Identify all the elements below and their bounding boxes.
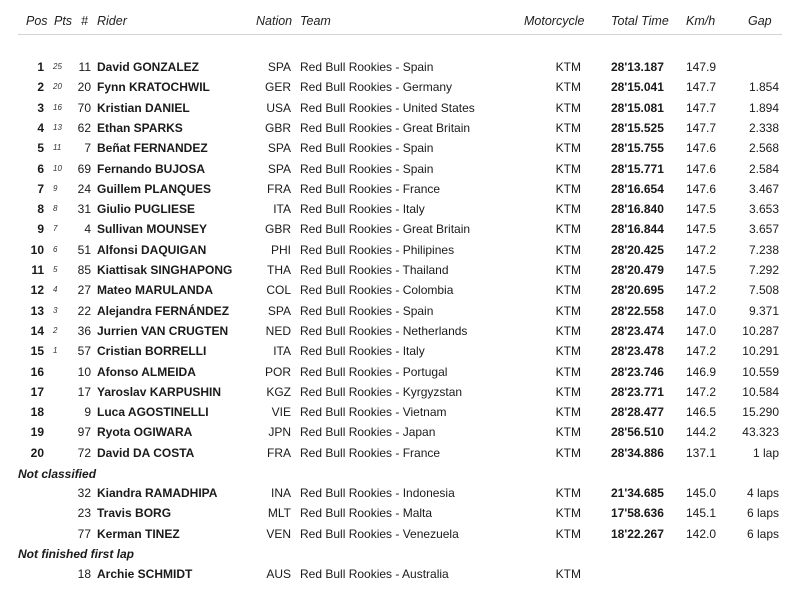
rider-number: 69 (77, 162, 91, 176)
rider-number: 32 (77, 486, 91, 500)
team-name: Red Bull Rookies - Colombia (300, 283, 454, 297)
motorcycle: KTM (555, 263, 581, 277)
position: 19 (30, 425, 44, 439)
rider-name: Giulio PUGLIESE (97, 202, 196, 216)
rider-name: Kerman TINEZ (97, 527, 180, 541)
header-rider: Rider (97, 14, 127, 28)
speed-kmh: 145.0 (686, 486, 717, 500)
rider-name: Sullivan MOUNSEY (97, 222, 208, 236)
position: 18 (30, 405, 44, 419)
team-name: Red Bull Rookies - Spain (300, 162, 434, 176)
speed-kmh: 147.5 (686, 202, 717, 216)
gap: 43.323 (742, 425, 779, 439)
rider-number: 62 (77, 121, 91, 135)
gap: 7.508 (748, 283, 779, 297)
gap: 2.584 (748, 162, 779, 176)
total-time: 28'34.886 (611, 446, 664, 460)
rider-name: Ethan SPARKS (97, 121, 183, 135)
motorcycle: KTM (555, 304, 581, 318)
total-time: 28'16.840 (611, 202, 664, 216)
header-kmh: Km/h (686, 14, 716, 28)
speed-kmh: 147.7 (686, 121, 717, 135)
speed-kmh: 147.9 (686, 60, 717, 74)
header-total-time: Total Time (611, 14, 669, 28)
position: 13 (30, 304, 44, 318)
total-time: 28'23.746 (611, 365, 664, 379)
team-name: Red Bull Rookies - Venezuela (300, 527, 459, 541)
points: 11 (53, 143, 62, 152)
points: 2 (53, 326, 58, 335)
rider-number: 23 (77, 506, 91, 520)
rider-name: Travis BORG (97, 506, 172, 520)
position: 16 (30, 365, 44, 379)
position: 20 (30, 446, 44, 460)
rider-number: 7 (84, 141, 91, 155)
nation: INA (270, 486, 291, 500)
motorcycle: KTM (555, 202, 581, 216)
position: 4 (37, 121, 44, 135)
total-time: 28'23.474 (611, 324, 664, 338)
nation: COL (266, 283, 291, 297)
rider-number: 20 (77, 80, 91, 94)
team-name: Red Bull Rookies - France (300, 446, 441, 460)
rider-number: 72 (77, 446, 91, 460)
position: 7 (37, 182, 44, 196)
gap: 9.371 (748, 304, 779, 318)
motorcycle: KTM (555, 425, 581, 439)
points: 10 (53, 164, 62, 173)
position: 8 (37, 202, 44, 216)
motorcycle: KTM (555, 365, 581, 379)
result-row (0, 77, 800, 97)
gap: 15.290 (742, 405, 779, 419)
header-team: Team (300, 14, 331, 28)
position: 1 (37, 60, 44, 74)
result-row (0, 240, 800, 260)
points: 5 (53, 265, 58, 274)
gap: 6 laps (746, 527, 779, 541)
team-name: Red Bull Rookies - Netherlands (300, 324, 468, 338)
total-time: 28'28.477 (611, 405, 664, 419)
motorcycle: KTM (555, 60, 581, 74)
header-nation: Nation (256, 14, 293, 28)
gap: 1.894 (748, 101, 779, 115)
speed-kmh: 146.9 (686, 365, 717, 379)
motorcycle: KTM (555, 405, 581, 419)
total-time: 18'22.267 (611, 527, 664, 541)
motorcycle: KTM (555, 506, 581, 520)
speed-kmh: 147.6 (686, 141, 717, 155)
rider-name: Alejandra FERNÁNDEZ (97, 304, 230, 318)
result-row (0, 260, 800, 280)
nation: SPA (267, 141, 291, 155)
result-row (0, 301, 800, 321)
nation: FRA (267, 182, 291, 196)
gap: 3.467 (748, 182, 779, 196)
gap: 10.287 (742, 324, 779, 338)
rider-number: 31 (77, 202, 91, 216)
result-row (0, 219, 800, 239)
position: 3 (37, 101, 44, 115)
rider-name: Fynn KRATOCHWIL (97, 80, 210, 94)
nation: SPA (267, 60, 291, 74)
rider-name: Fernando BUJOSA (97, 162, 206, 176)
points: 16 (53, 103, 62, 112)
total-time: 17'58.636 (611, 506, 664, 520)
rider-number: 4 (84, 222, 91, 236)
position: 15 (30, 344, 44, 358)
rider-number: 17 (77, 385, 91, 399)
result-row (0, 199, 800, 219)
nation: GBR (264, 222, 291, 236)
results-header (0, 0, 800, 28)
rider-name: Kristian DANIEL (97, 101, 190, 115)
result-row (0, 483, 800, 503)
rider-number: 11 (78, 60, 91, 74)
result-row (0, 280, 800, 300)
result-row (0, 341, 800, 361)
motorcycle: KTM (555, 324, 581, 338)
team-name: Red Bull Rookies - Australia (300, 567, 449, 581)
team-name: Red Bull Rookies - Great Britain (300, 222, 471, 236)
rider-name: Beñat FERNANDEZ (97, 141, 208, 155)
points: 20 (53, 82, 62, 91)
rider-number: 22 (77, 304, 91, 318)
position: 9 (37, 222, 44, 236)
total-time: 28'15.081 (611, 101, 664, 115)
team-name: Red Bull Rookies - Malta (300, 506, 433, 520)
speed-kmh: 146.5 (686, 405, 717, 419)
nation: SPA (267, 162, 291, 176)
rider-number: 85 (77, 263, 91, 277)
total-time: 28'16.654 (611, 182, 664, 196)
motorcycle: KTM (555, 141, 581, 155)
speed-kmh: 142.0 (686, 527, 717, 541)
total-time: 28'23.478 (611, 344, 664, 358)
result-row (0, 57, 800, 77)
points: 9 (53, 184, 58, 193)
nation: GBR (264, 121, 291, 135)
speed-kmh: 147.7 (686, 80, 717, 94)
team-name: Red Bull Rookies - Germany (300, 80, 453, 94)
rider-name: Luca AGOSTINELLI (97, 405, 209, 419)
speed-kmh: 147.5 (686, 263, 717, 277)
nation: THA (267, 263, 291, 277)
rider-number: 51 (77, 243, 91, 257)
team-name: Red Bull Rookies - Kyrgyzstan (300, 385, 463, 399)
result-row (0, 402, 800, 422)
rider-name: Afonso ALMEIDA (97, 365, 196, 379)
team-name: Red Bull Rookies - Italy (300, 344, 425, 358)
total-time: 28'20.479 (611, 263, 664, 277)
gap: 2.338 (748, 121, 779, 135)
speed-kmh: 147.6 (686, 182, 717, 196)
total-time: 28'20.425 (611, 243, 664, 257)
total-time: 28'13.187 (611, 60, 664, 74)
gap: 3.653 (748, 202, 779, 216)
motorcycle: KTM (555, 446, 581, 460)
result-row (0, 321, 800, 341)
rider-name: Yaroslav KARPUSHIN (97, 385, 222, 399)
points: 6 (53, 245, 58, 254)
header-gap: Gap (748, 14, 772, 28)
motorcycle: KTM (555, 222, 581, 236)
nation: GER (264, 80, 291, 94)
result-row (0, 159, 800, 179)
speed-kmh: 147.0 (686, 304, 717, 318)
result-row (0, 503, 800, 523)
gap: 6 laps (746, 506, 779, 520)
points: 7 (53, 224, 58, 233)
rider-number: 10 (77, 365, 91, 379)
total-time: 28'23.771 (611, 385, 664, 399)
gap: 10.291 (742, 344, 779, 358)
position: 5 (37, 141, 44, 155)
rider-name: Archie SCHMIDT (97, 567, 193, 581)
team-name: Red Bull Rookies - Japan (300, 425, 436, 439)
rider-number: 97 (77, 425, 91, 439)
gap: 7.292 (748, 263, 779, 277)
header-motorcycle: Motorcycle (524, 14, 585, 28)
total-time: 28'22.558 (611, 304, 664, 318)
motorcycle: KTM (555, 527, 581, 541)
header-pos: Pos (26, 14, 48, 28)
position: 6 (37, 162, 44, 176)
rider-name: David DA COSTA (97, 446, 195, 460)
total-time: 28'15.525 (611, 121, 664, 135)
motorcycle: KTM (555, 121, 581, 135)
rider-name: Kiattisak SINGHAPONG (97, 263, 233, 277)
header-num: # (81, 14, 88, 28)
header-divider (18, 34, 782, 35)
nation: PHI (270, 243, 291, 257)
motorcycle: KTM (555, 101, 581, 115)
nation: MLT (267, 506, 291, 520)
speed-kmh: 147.7 (686, 101, 717, 115)
position: 14 (30, 324, 44, 338)
speed-kmh: 147.6 (686, 162, 717, 176)
team-name: Red Bull Rookies - Spain (300, 141, 434, 155)
points: 4 (53, 285, 58, 294)
nation: SPA (267, 304, 291, 318)
speed-kmh: 137.1 (686, 446, 717, 460)
result-row (0, 362, 800, 382)
rider-number: 57 (77, 344, 91, 358)
result-row (0, 179, 800, 199)
nation: USA (266, 101, 291, 115)
total-time: 28'15.771 (611, 162, 664, 176)
rider-name: Guillem PLANQUES (97, 182, 212, 196)
position: 2 (37, 80, 44, 94)
nation: VIE (271, 405, 291, 419)
rider-name: David GONZALEZ (97, 60, 200, 74)
rider-number: 70 (77, 101, 91, 115)
total-time: 28'56.510 (611, 425, 664, 439)
team-name: Red Bull Rookies - Vietnam (300, 405, 447, 419)
gap: 2.568 (748, 141, 779, 155)
nation: JPN (268, 425, 291, 439)
motorcycle: KTM (555, 567, 581, 581)
rider-number: 18 (77, 567, 91, 581)
total-time: 21'34.685 (611, 486, 664, 500)
speed-kmh: 145.1 (686, 506, 717, 520)
motorcycle: KTM (555, 243, 581, 257)
total-time: 28'16.844 (611, 222, 664, 236)
speed-kmh: 147.2 (686, 344, 717, 358)
motorcycle: KTM (555, 283, 581, 297)
team-name: Red Bull Rookies - Great Britain (300, 121, 471, 135)
team-name: Red Bull Rookies - Spain (300, 60, 434, 74)
gap: 3.657 (748, 222, 779, 236)
result-row (0, 138, 800, 158)
team-name: Red Bull Rookies - United States (300, 101, 475, 115)
nation: AUS (266, 567, 291, 581)
header-pts: Pts (54, 14, 73, 28)
rider-number: 36 (77, 324, 91, 338)
result-row (0, 524, 800, 544)
nation: KGZ (266, 385, 291, 399)
team-name: Red Bull Rookies - Portugal (300, 365, 448, 379)
rider-name: Ryota OGIWARA (97, 425, 193, 439)
team-name: Red Bull Rookies - Indonesia (300, 486, 455, 500)
nation: VEN (266, 527, 291, 541)
speed-kmh: 147.2 (686, 243, 717, 257)
rider-name: Kiandra RAMADHIPA (97, 486, 218, 500)
result-row (0, 382, 800, 402)
nation: FRA (267, 446, 291, 460)
points: 8 (53, 204, 58, 213)
gap: 4 laps (746, 486, 779, 500)
rider-number: 24 (77, 182, 91, 196)
nation: NED (265, 324, 291, 338)
result-row (0, 98, 800, 118)
position: 10 (30, 243, 44, 257)
points: 13 (53, 123, 62, 132)
rider-name: Alfonsi DAQUIGAN (97, 243, 207, 257)
gap: 10.584 (742, 385, 779, 399)
position: 17 (30, 385, 44, 399)
team-name: Red Bull Rookies - Philipines (300, 243, 455, 257)
motorcycle: KTM (555, 344, 581, 358)
speed-kmh: 147.5 (686, 222, 717, 236)
gap: 7.238 (748, 243, 779, 257)
total-time: 28'15.755 (611, 141, 664, 155)
result-row (0, 443, 800, 463)
gap: 1.854 (748, 80, 779, 94)
total-time: 28'20.695 (611, 283, 664, 297)
team-name: Red Bull Rookies - Italy (300, 202, 425, 216)
points: 25 (53, 62, 62, 71)
rider-name: Mateo MARULANDA (97, 283, 213, 297)
rider-number: 77 (77, 527, 91, 541)
nation: ITA (273, 344, 291, 358)
speed-kmh: 144.2 (686, 425, 717, 439)
result-row (0, 564, 800, 584)
rider-number: 9 (84, 405, 91, 419)
nation: ITA (273, 202, 291, 216)
position: 11 (31, 263, 44, 277)
gap: 10.559 (742, 365, 779, 379)
motorcycle: KTM (555, 385, 581, 399)
total-time: 28'15.041 (611, 80, 664, 94)
result-row (0, 118, 800, 138)
section-not-classified: Not classified (18, 467, 97, 481)
team-name: Red Bull Rookies - France (300, 182, 441, 196)
nation: POR (264, 365, 291, 379)
speed-kmh: 147.2 (686, 385, 717, 399)
rider-name: Cristian BORRELLI (97, 344, 207, 358)
team-name: Red Bull Rookies - Thailand (300, 263, 449, 277)
section-not-finished: Not finished first lap (18, 547, 135, 561)
motorcycle: KTM (555, 182, 581, 196)
motorcycle: KTM (555, 486, 581, 500)
position: 12 (30, 283, 44, 297)
result-row (0, 422, 800, 442)
motorcycle: KTM (555, 162, 581, 176)
points: 1 (53, 346, 58, 355)
motorcycle: KTM (555, 80, 581, 94)
rider-number: 27 (77, 283, 91, 297)
rider-name: Jurrien VAN CRUGTEN (97, 324, 229, 338)
speed-kmh: 147.0 (686, 324, 717, 338)
gap: 1 lap (752, 446, 779, 460)
team-name: Red Bull Rookies - Spain (300, 304, 434, 318)
speed-kmh: 147.2 (686, 283, 717, 297)
points: 3 (53, 306, 58, 315)
